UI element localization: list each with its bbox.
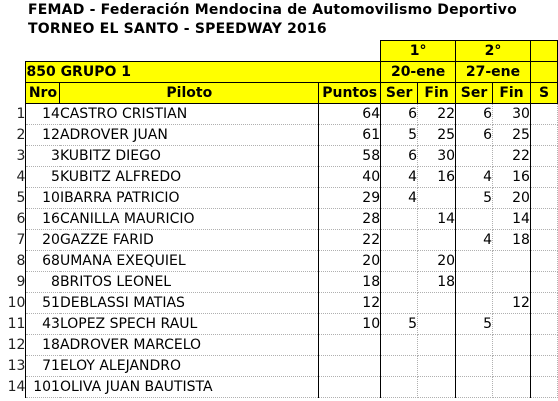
driver-number: 20 [26, 230, 60, 251]
driver-points: 10 [319, 314, 381, 335]
row-number: 13 [7, 358, 26, 374]
table-row [0, 251, 558, 272]
driver-name: CASTRO CRISTIAN [60, 104, 319, 125]
col-header-piloto: Piloto [60, 83, 319, 104]
driver-points: 12 [319, 293, 381, 314]
driver-number: 5 [26, 167, 60, 188]
row-number: 12 [7, 337, 26, 353]
driver-points [319, 356, 381, 377]
fecha-3-ser [530, 209, 557, 230]
driver-number: 43 [26, 314, 60, 335]
fecha-1-ser [381, 272, 418, 293]
table-row [0, 104, 558, 125]
fecha-2-ser: 6 [456, 125, 493, 146]
fecha-1-fin [418, 377, 456, 398]
fecha-3-ser [530, 188, 557, 209]
driver-number: 8 [26, 272, 60, 293]
fecha-1-ordinal: 1° [381, 41, 456, 62]
driver-name: LOPEZ SPECH RAUL [60, 314, 319, 335]
header-row-fecha [0, 41, 558, 62]
fecha-1-fin [418, 335, 456, 356]
row-number: 4 [16, 169, 26, 185]
driver-number: 12 [26, 125, 60, 146]
fecha-3-ser [530, 125, 557, 146]
row-number: 10 [7, 295, 26, 311]
row-number: 7 [16, 232, 26, 248]
driver-points: 18 [319, 272, 381, 293]
fecha-2-fin: 12 [493, 293, 531, 314]
fecha-1-ser [381, 377, 418, 398]
col-header-ser-2: Ser [456, 83, 493, 104]
fecha-3-ser [530, 146, 557, 167]
fecha-2-fin: 14 [493, 209, 531, 230]
fecha-2-fin: 25 [493, 125, 531, 146]
fecha-1-fin: 16 [418, 167, 456, 188]
driver-name: KUBITZ DIEGO [60, 146, 319, 167]
driver-points: 40 [319, 167, 381, 188]
driver-name: KUBITZ ALFREDO [60, 167, 319, 188]
table-row [0, 314, 558, 335]
driver-name: CANILLA MAURICIO [60, 209, 319, 230]
row-number: 9 [16, 274, 26, 290]
fecha-3-ordinal [530, 41, 557, 62]
fecha-1-fin: 18 [418, 272, 456, 293]
fecha-3-ser [530, 335, 557, 356]
driver-name: OLIVA JUAN BAUTISTA [60, 377, 319, 398]
row-number: 14 [7, 379, 26, 395]
fecha-2-ser: 6 [456, 104, 493, 125]
fecha-1-ser [381, 335, 418, 356]
driver-number: 51 [26, 293, 60, 314]
fecha-3-ser [530, 251, 557, 272]
fecha-1-fin [418, 293, 456, 314]
fecha-1-date: 20-ene [381, 62, 456, 83]
fecha-2-fin [493, 272, 531, 293]
fecha-1-fin: 22 [418, 104, 456, 125]
fecha-1-ser [381, 230, 418, 251]
col-header-ser-3: S [530, 83, 557, 104]
driver-number: 3 [26, 146, 60, 167]
row-number: 2 [16, 127, 26, 143]
col-header-ser-1: Ser [381, 83, 418, 104]
table-row [0, 188, 558, 209]
fecha-2-fin [493, 335, 531, 356]
col-header-nro: Nro [26, 83, 60, 104]
driver-points: 61 [319, 125, 381, 146]
fecha-2-fin: 22 [493, 146, 531, 167]
driver-number: 18 [26, 335, 60, 356]
fecha-1-ser: 4 [381, 167, 418, 188]
fecha-2-date: 27-ene [456, 62, 531, 83]
row-number: 5 [16, 190, 26, 206]
document-subtitle: TORNEO EL SANTO - SPEEDWAY 2016 [28, 21, 327, 37]
fecha-2-fin: 20 [493, 188, 531, 209]
fecha-2-ser: 4 [456, 230, 493, 251]
col-header-fin-2: Fin [493, 83, 531, 104]
fecha-2-fin [493, 314, 531, 335]
fecha-3-ser [530, 314, 557, 335]
driver-number: 68 [26, 251, 60, 272]
driver-name: ADROVER MARCELO [60, 335, 319, 356]
fecha-1-fin [418, 314, 456, 335]
fecha-2-ser: 5 [456, 314, 493, 335]
fecha-1-ser: 6 [381, 146, 418, 167]
fecha-3-ser [530, 167, 557, 188]
fecha-2-ser [456, 272, 493, 293]
table-row [0, 377, 558, 398]
fecha-2-ser: 5 [456, 188, 493, 209]
table-row [0, 272, 558, 293]
driver-points [319, 335, 381, 356]
fecha-3-ser [530, 272, 557, 293]
fecha-3-ser [530, 356, 557, 377]
fecha-2-ser [456, 209, 493, 230]
driver-name: ELOY ALEJANDRO [60, 356, 319, 377]
fecha-1-fin [418, 230, 456, 251]
fecha-3-ser [530, 293, 557, 314]
fecha-1-fin: 30 [418, 146, 456, 167]
table-row [0, 293, 558, 314]
driver-name: DEBLASSI MATIAS [60, 293, 319, 314]
fecha-2-ser: 4 [456, 167, 493, 188]
fecha-1-fin: 20 [418, 251, 456, 272]
driver-name: BRITOS LEONEL [60, 272, 319, 293]
driver-name: IBARRA PATRICIO [60, 188, 319, 209]
fecha-2-ser [456, 146, 493, 167]
standings-table [0, 40, 558, 398]
fecha-1-ser: 4 [381, 188, 418, 209]
fecha-2-fin [493, 377, 531, 398]
driver-points: 20 [319, 251, 381, 272]
fecha-2-ser [456, 377, 493, 398]
fecha-2-ser [456, 335, 493, 356]
fecha-1-fin: 14 [418, 209, 456, 230]
table-row [0, 167, 558, 188]
row-number: 11 [7, 316, 26, 332]
col-header-puntos: Puntos [319, 83, 381, 104]
row-number: 3 [16, 148, 26, 164]
fecha-1-fin [418, 188, 456, 209]
driver-points [319, 377, 381, 398]
fecha-1-ser: 5 [381, 314, 418, 335]
fecha-2-ser [456, 293, 493, 314]
header-row-columns [0, 83, 558, 104]
fecha-2-ser [456, 251, 493, 272]
header-row-group [0, 62, 558, 83]
fecha-2-fin: 30 [493, 104, 531, 125]
fecha-2-fin [493, 251, 531, 272]
fecha-1-ser [381, 293, 418, 314]
driver-points: 22 [319, 230, 381, 251]
row-number: 1 [16, 106, 26, 122]
driver-number: 71 [26, 356, 60, 377]
fecha-3-date [530, 62, 557, 83]
fecha-2-fin [493, 356, 531, 377]
col-header-fin-1: Fin [418, 83, 456, 104]
fecha-2-fin: 18 [493, 230, 531, 251]
fecha-1-fin: 25 [418, 125, 456, 146]
fecha-3-ser [530, 230, 557, 251]
driver-name: ADROVER JUAN [60, 125, 319, 146]
fecha-1-ser [381, 209, 418, 230]
fecha-1-fin [418, 356, 456, 377]
fecha-2-fin: 16 [493, 167, 531, 188]
fecha-3-ser [530, 377, 557, 398]
table-row [0, 230, 558, 251]
driver-number: 10 [26, 188, 60, 209]
driver-number: 101 [26, 377, 60, 398]
driver-name: UMANA EXEQUIEL [60, 251, 319, 272]
fecha-1-ser: 5 [381, 125, 418, 146]
fecha-2-ordinal: 2° [456, 41, 531, 62]
table-row [0, 335, 558, 356]
row-number: 6 [16, 211, 26, 227]
table-row [0, 209, 558, 230]
driver-points: 28 [319, 209, 381, 230]
fecha-2-ser [456, 356, 493, 377]
driver-points: 29 [319, 188, 381, 209]
table-row [0, 125, 558, 146]
fecha-1-ser [381, 356, 418, 377]
fecha-1-ser [381, 251, 418, 272]
fecha-1-ser: 6 [381, 104, 418, 125]
group-label: 850 GRUPO 1 [26, 62, 381, 83]
fecha-3-ser [530, 104, 557, 125]
row-number: 8 [16, 253, 26, 269]
driver-number: 16 [26, 209, 60, 230]
driver-points: 58 [319, 146, 381, 167]
driver-number: 14 [26, 104, 60, 125]
table-row [0, 356, 558, 377]
table-row [0, 146, 558, 167]
driver-name: GAZZE FARID [60, 230, 319, 251]
driver-points: 64 [319, 104, 381, 125]
document-title: FEMAD - Federación Mendocina de Automovilismo Deportivo [28, 2, 517, 18]
